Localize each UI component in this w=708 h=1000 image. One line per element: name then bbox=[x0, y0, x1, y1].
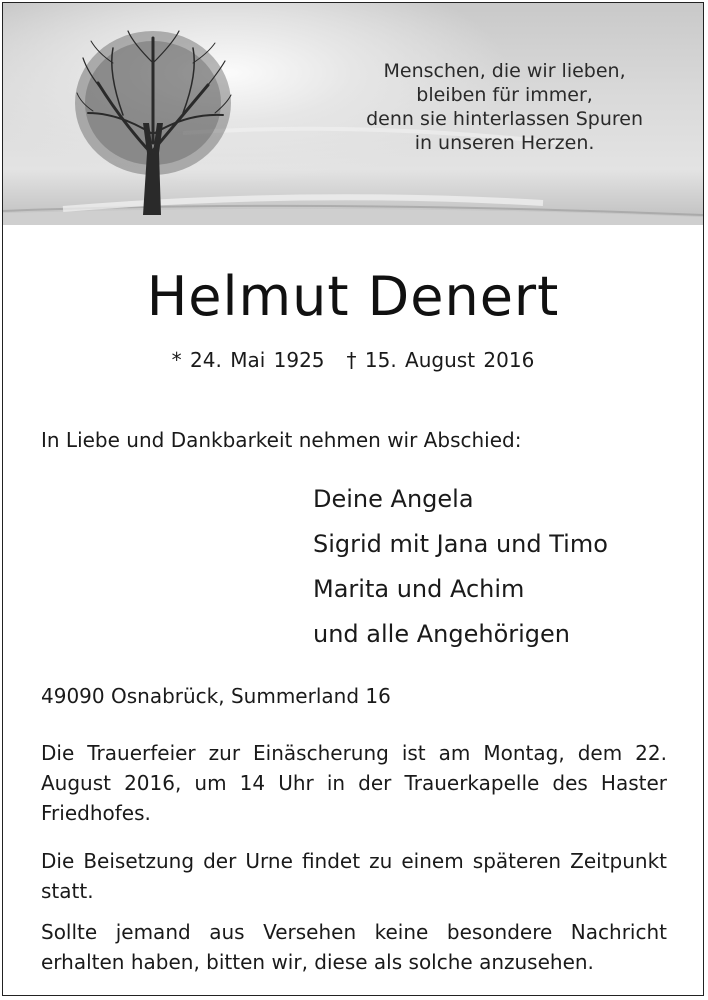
mourner: Deine Angela bbox=[313, 485, 474, 513]
mourner: Sigrid mit Jana und Timo bbox=[313, 530, 608, 558]
mourner: Marita und Achim bbox=[313, 575, 525, 603]
quote-line: bleiben für immer, bbox=[416, 84, 593, 106]
birth-date: * 24. Mai 1925 bbox=[171, 348, 325, 372]
death-date: † 15. August 2016 bbox=[346, 348, 535, 372]
life-dates bbox=[3, 348, 703, 372]
memorial-quote bbox=[323, 59, 643, 155]
farewell-line: In Liebe und Dankbarkeit nehmen wir Abschied: bbox=[41, 428, 522, 452]
quote-line: denn sie hinterlassen Spuren bbox=[366, 108, 643, 130]
obituary-notice bbox=[2, 2, 704, 996]
quote-line: in unseren Herzen. bbox=[414, 132, 595, 154]
mourner: und alle Angehörigen bbox=[313, 620, 570, 648]
mourners-list bbox=[313, 477, 608, 657]
urn-burial-paragraph: Die Beisetzung der Urne findet zu einem späteren Zeitpunkt statt. bbox=[41, 849, 667, 903]
deceased-name: Helmut Denert bbox=[146, 265, 560, 328]
quote-line: Menschen, die wir lieben, bbox=[383, 60, 626, 82]
header-banner bbox=[3, 3, 703, 225]
notice-paragraph: Sollte jemand aus Versehen keine besondere Nachricht erhalten haben, bitten wir, diese als solche anzusehen. bbox=[41, 920, 667, 974]
address: 49090 Osnabrück, Summerland 16 bbox=[41, 684, 391, 708]
funeral-service-paragraph: Die Trauerfeier zur Einäscherung ist am Montag, dem 22. August 2016, um 14 Uhr in der Trauerkapelle des Haster Friedhofes. bbox=[41, 741, 667, 825]
